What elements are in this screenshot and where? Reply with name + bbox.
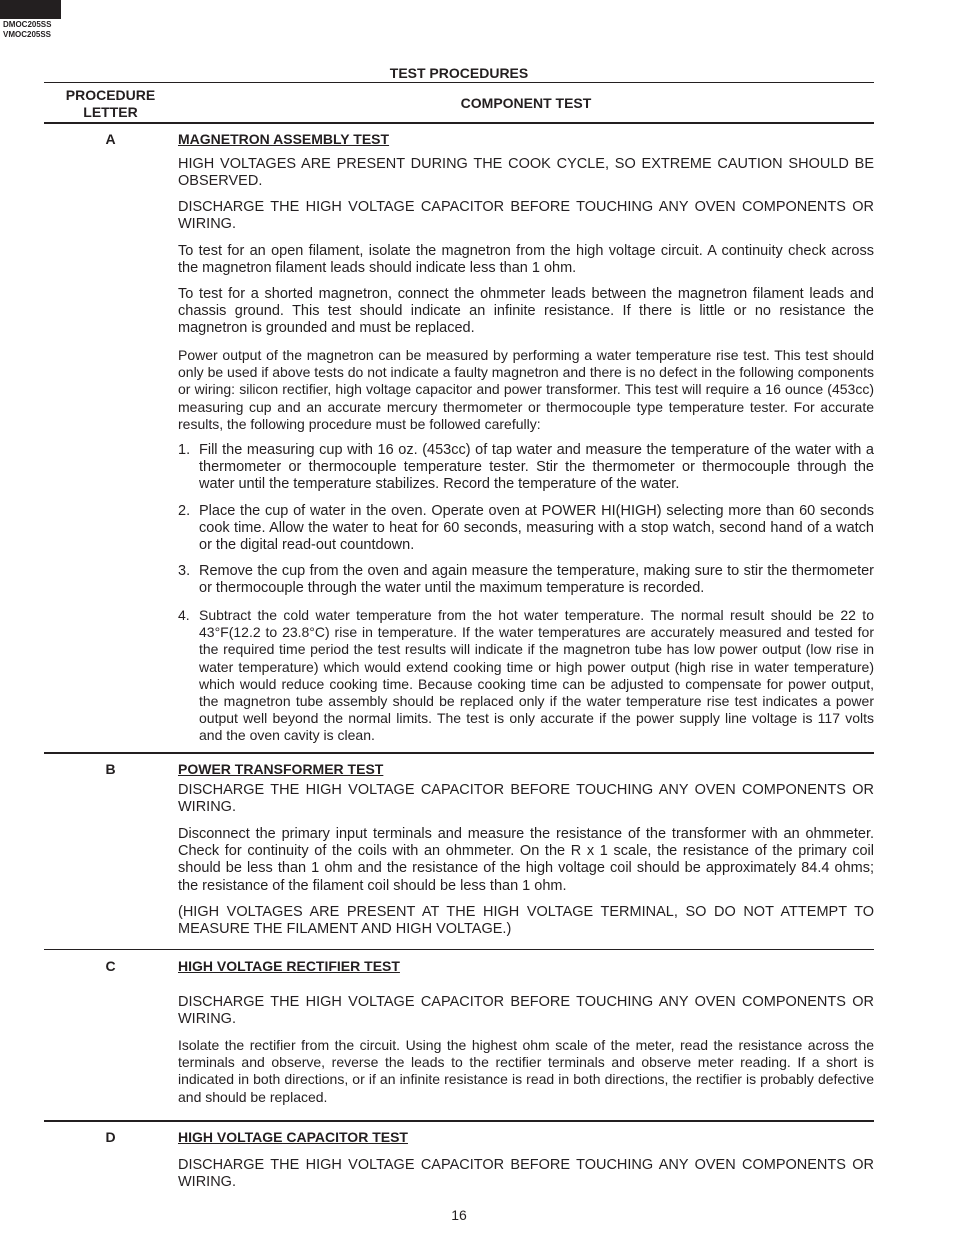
- step-number: 2.: [178, 503, 191, 519]
- step-text: Remove the cup from the oven and again measure the temperature, making sure to stir the thermometer or thermocouple through the water until the maximum temperature is recorded.: [199, 563, 874, 597]
- step-number: 1.: [178, 442, 191, 458]
- step-text: Place the cup of water in the oven. Operate oven at POWER HI(HIGH) selecting more than 60 seconds cook time. Allow the water to heat for 60 seconds, measuring with a stop watch, second hand of a watch or the digital read-out countdown.: [199, 503, 874, 554]
- section-paragraph: To test for an open filament, isolate the magnetron from the high voltage circuit. A continuity check across the magnetron filament leads should indicate less than 1 ohm.: [178, 243, 874, 277]
- column-header-procedure-line: LETTER: [83, 104, 138, 120]
- section-paragraph: DISCHARGE THE HIGH VOLTAGE CAPACITOR BEFORE TOUCHING ANY OVEN COMPONENTS OR WIRING.: [178, 1157, 874, 1191]
- step-number: 3.: [178, 563, 191, 579]
- divider: [44, 1120, 874, 1122]
- column-header-procedure-line: PROCEDURE: [65, 87, 156, 103]
- model-number: DMOC205SS: [3, 20, 52, 29]
- section-heading: HIGH VOLTAGE RECTIFIER TEST: [178, 958, 400, 974]
- column-header-procedure: [52, 87, 169, 121]
- column-header-component: COMPONENT TEST: [460, 95, 592, 111]
- section-paragraph: HIGH VOLTAGES ARE PRESENT DURING THE COOK CYCLE, SO EXTREME CAUTION SHOULD BE OBSERVED.: [178, 156, 874, 190]
- section-paragraph: DISCHARGE THE HIGH VOLTAGE CAPACITOR BEFORE TOUCHING ANY OVEN COMPONENTS OR WIRING.: [178, 199, 874, 233]
- procedure-step: [178, 503, 874, 555]
- divider: [44, 82, 874, 83]
- step-text: Fill the measuring cup with 16 oz. (453cc) of tap water and measure the temperature of the water with a thermometer or thermocouple temperature tester. Stir the thermometer or thermocouple through the water until the temperature stabilizes. Record the temperature of the water.: [199, 442, 874, 493]
- section-paragraph: (HIGH VOLTAGES ARE PRESENT AT THE HIGH VOLTAGE TERMINAL, SO DO NOT ATTEMPT TO MEASURE THE FILAMENT AND HIGH VOLTAGE.): [178, 904, 874, 938]
- step-number: 4.: [178, 607, 190, 623]
- model-number: VMOC205SS: [3, 30, 52, 39]
- procedure-letter: A: [105, 131, 116, 147]
- page-title: TEST PROCEDURES: [389, 65, 529, 81]
- section-heading: MAGNETRON ASSEMBLY TEST: [178, 131, 390, 147]
- section-paragraph: DISCHARGE THE HIGH VOLTAGE CAPACITOR BEFORE TOUCHING ANY OVEN COMPONENTS OR WIRING.: [178, 782, 874, 816]
- procedure-step: [178, 607, 874, 745]
- section-paragraph: Power output of the magnetron can be measured by performing a water temperature rise test. This test should only be used if above tests do not indicate a faulty magnetron and there is no defect in the following components or wiring: silicon rectifier, high voltage capacitor and power transformer. This test will require a 16 ounce (453cc) measuring cup and an accurate mercury thermometer or thermocouple type temperature tester. For accurate results, the following procedure must be followed carefully:: [178, 347, 874, 432]
- section-heading: HIGH VOLTAGE CAPACITOR TEST: [178, 1129, 408, 1145]
- section-heading: POWER TRANSFORMER TEST: [178, 761, 384, 777]
- section-paragraph: DISCHARGE THE HIGH VOLTAGE CAPACITOR BEFORE TOUCHING ANY OVEN COMPONENTS OR WIRING.: [178, 994, 874, 1028]
- procedure-letter: C: [105, 958, 116, 974]
- divider: [44, 949, 874, 950]
- procedure-letter: B: [105, 761, 116, 777]
- procedure-letter: D: [105, 1129, 116, 1145]
- divider: [44, 122, 874, 124]
- step-text: Subtract the cold water temperature from the hot water temperature. The normal result should be 22 to 43°F(12.2 to 23.8°C) rise in temperature. If the water temperatures are accurately measured and tested for the required time period the test results will indicate if the magnetron tube has low power output (low rise in water temperature) which would extend cooking time or high power output (high rise in water temperature) which would reduce cooking time. Because cooking time can be adjusted to compensate for power output, the magnetron tube assembly should be replaced only if the water temperature rise test indicates a power output well beyond the normal limits. The test is only accurate if the power supply line voltage is 117 volts and the oven cavity is clean.: [199, 607, 874, 744]
- corner-tab: [0, 0, 61, 19]
- divider: [44, 752, 874, 754]
- procedure-step: [178, 563, 874, 597]
- section-paragraph: To test for a shorted magnetron, connect the ohmmeter leads between the magnetron filament leads and chassis ground. This test should indicate an infinite resistance. If there is little or no resistance the magnetron is grounded and must be replaced.: [178, 286, 874, 337]
- procedure-step: [178, 442, 874, 494]
- section-paragraph: Disconnect the primary input terminals and measure the resistance of the transformer with an ohmmeter. Check for continuity of the coils with an ohmmeter. On the R x 1 scale, the resistance of the primary coil should be less than 1 ohm and the resistance of the high voltage coil should be approximately 84.4 ohms; the resistance of the filament coil should be less than 1 ohm.: [178, 826, 874, 894]
- section-paragraph: Isolate the rectifier from the circuit. Using the highest ohm scale of the meter, read the resistance across the terminals and observe, reverse the leads to the rectifier terminals and observe meter reading. If a short is indicated in both directions, or if an infinite resistance is read in both directions, the rectifier is probably defective and should be replaced.: [178, 1037, 874, 1105]
- page-number: 16: [451, 1207, 467, 1223]
